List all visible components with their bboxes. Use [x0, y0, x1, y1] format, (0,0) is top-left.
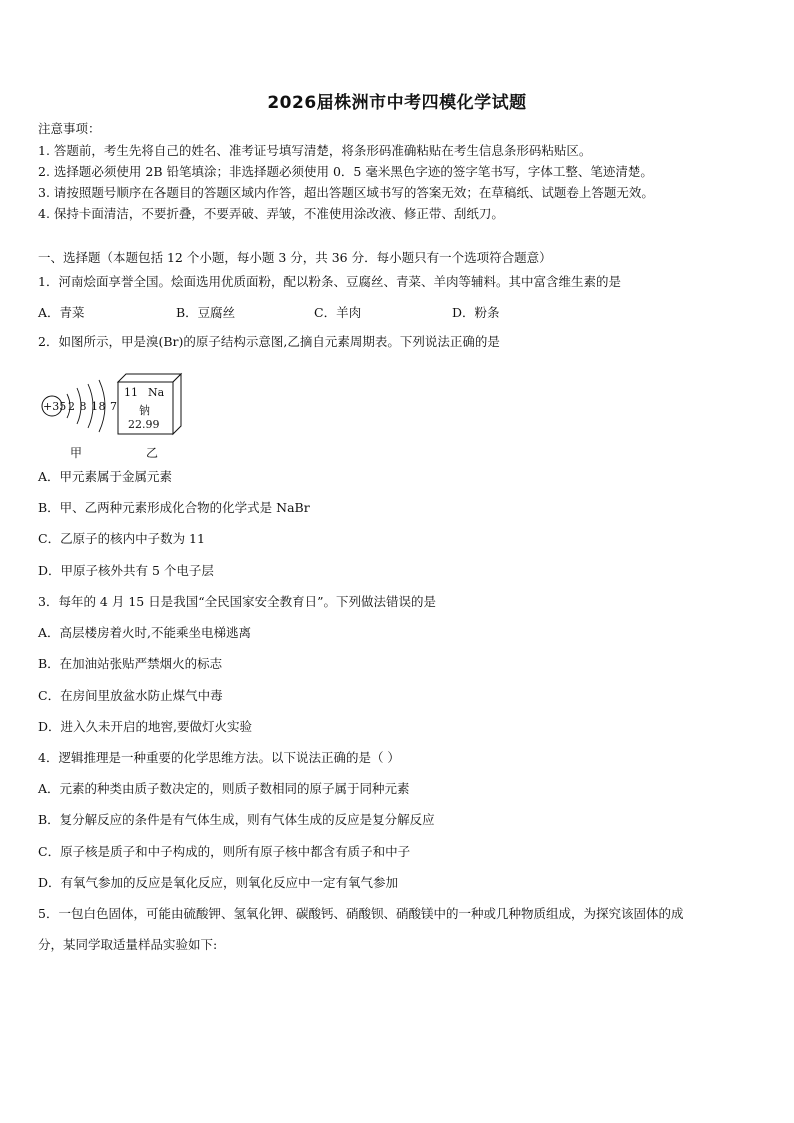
figure-label-b: 乙 [146, 446, 159, 460]
notice-item: 1. 答题前，考生先将自己的姓名、准考证号填写清楚，将条形码准确粘贴在考生信息条形码粘贴区。 [38, 143, 592, 158]
q3-option-a: A．高层楼房着火时,不能乘坐电梯逃离 [38, 625, 252, 640]
q2-option-a: A．甲元素属于金属元素 [38, 469, 173, 484]
q1-option-b: B．豆腐丝 [176, 305, 236, 320]
figure-label-a: 甲 [70, 446, 83, 460]
q3-option-c: C．在房间里放盆水防止煤气中毒 [38, 688, 223, 703]
q1-option-a: A．青菜 [38, 305, 85, 320]
section-heading: 一、选择题（本题包括 12 个小题，每小题 3 分，共 36 分．每小题只有一个选项符合题意） [38, 250, 552, 265]
q4-option-a: A．元素的种类由质子数决定的，则质子数相同的原子属于同种元素 [38, 781, 410, 796]
page-title: 2026届株洲市中考四模化学试题 [267, 93, 527, 113]
element-box-side [173, 374, 181, 434]
question-1-stem: 1．河南烩面享誉全国。烩面选用优质面粉，配以粉条、豆腐丝、青菜、羊肉等辅料。其中富含维生素的是 [38, 274, 621, 289]
notice-heading: 注意事项： [38, 121, 101, 136]
question-3-stem: 3．每年的 4 月 15 日是我国“全民国家安全教育日”。下列做法错误的是 [38, 594, 436, 609]
q3-option-b: B．在加油站张贴严禁烟火的标志 [38, 656, 223, 671]
element-atomic-number: 11 [124, 386, 138, 399]
question-4-stem: 4．逻辑推理是一种重要的化学思维方法。以下说法正确的是（ ） [38, 750, 400, 765]
element-name: 钠 [139, 404, 150, 417]
q1-option-d: D．粉条 [452, 305, 500, 320]
element-mass: 22.99 [128, 418, 160, 431]
figure-svg [40, 372, 200, 462]
electron-shells: 2 8 18 7 [68, 400, 118, 413]
atom-and-element-figure [40, 372, 200, 462]
question-5-stem-cont: 分，某同学取适量样品实验如下: [38, 937, 218, 952]
q2-option-c: C．乙原子的核内中子数为 11 [38, 531, 205, 546]
nucleus-charge: +35 [43, 400, 67, 413]
q4-option-d: D．有氧气参加的反应是氧化反应，则氧化反应中一定有氧气参加 [38, 875, 399, 890]
question-2-stem: 2．如图所示，甲是溴(Br)的原子结构示意图,乙摘自元素周期表。下列说法正确的是 [38, 334, 500, 349]
notice-item: 3. 请按照题号顺序在各题目的答题区域内作答，超出答题区域书写的答案无效；在草稿纸、试题卷上答题无效。 [38, 185, 654, 200]
q3-option-d: D．进入久未开启的地窖,要做灯火实验 [38, 719, 252, 734]
element-symbol: Na [148, 386, 165, 399]
q4-option-b: B．复分解反应的条件是有气体生成，则有气体生成的反应是复分解反应 [38, 812, 435, 827]
element-box-top [118, 374, 181, 382]
q1-option-c: C．羊肉 [314, 305, 362, 320]
q2-option-b: B．甲、乙两种元素形成化合物的化学式是 NaBr [38, 500, 310, 515]
q2-option-d: D．甲原子核外共有 5 个电子层 [38, 563, 214, 578]
notice-item: 4. 保持卡面清洁，不要折叠，不要弄破、弄皱，不准使用涂改液、修正带、刮纸刀。 [38, 206, 504, 221]
q4-option-c: C．原子核是质子和中子构成的，则所有原子核中都含有质子和中子 [38, 844, 411, 859]
question-5-stem: 5．一包白色固体，可能由硫酸钾、氢氧化钾、碳酸钙、硝酸钡、硝酸镁中的一种或几种物质组成，为探究该固体的成 [38, 906, 684, 921]
notice-item: 2. 选择题必须使用 2B 铅笔填涂；非选择题必须使用 0．5 毫米黑色字迹的签字笔书写，字体工整、笔迹清楚。 [38, 164, 653, 179]
